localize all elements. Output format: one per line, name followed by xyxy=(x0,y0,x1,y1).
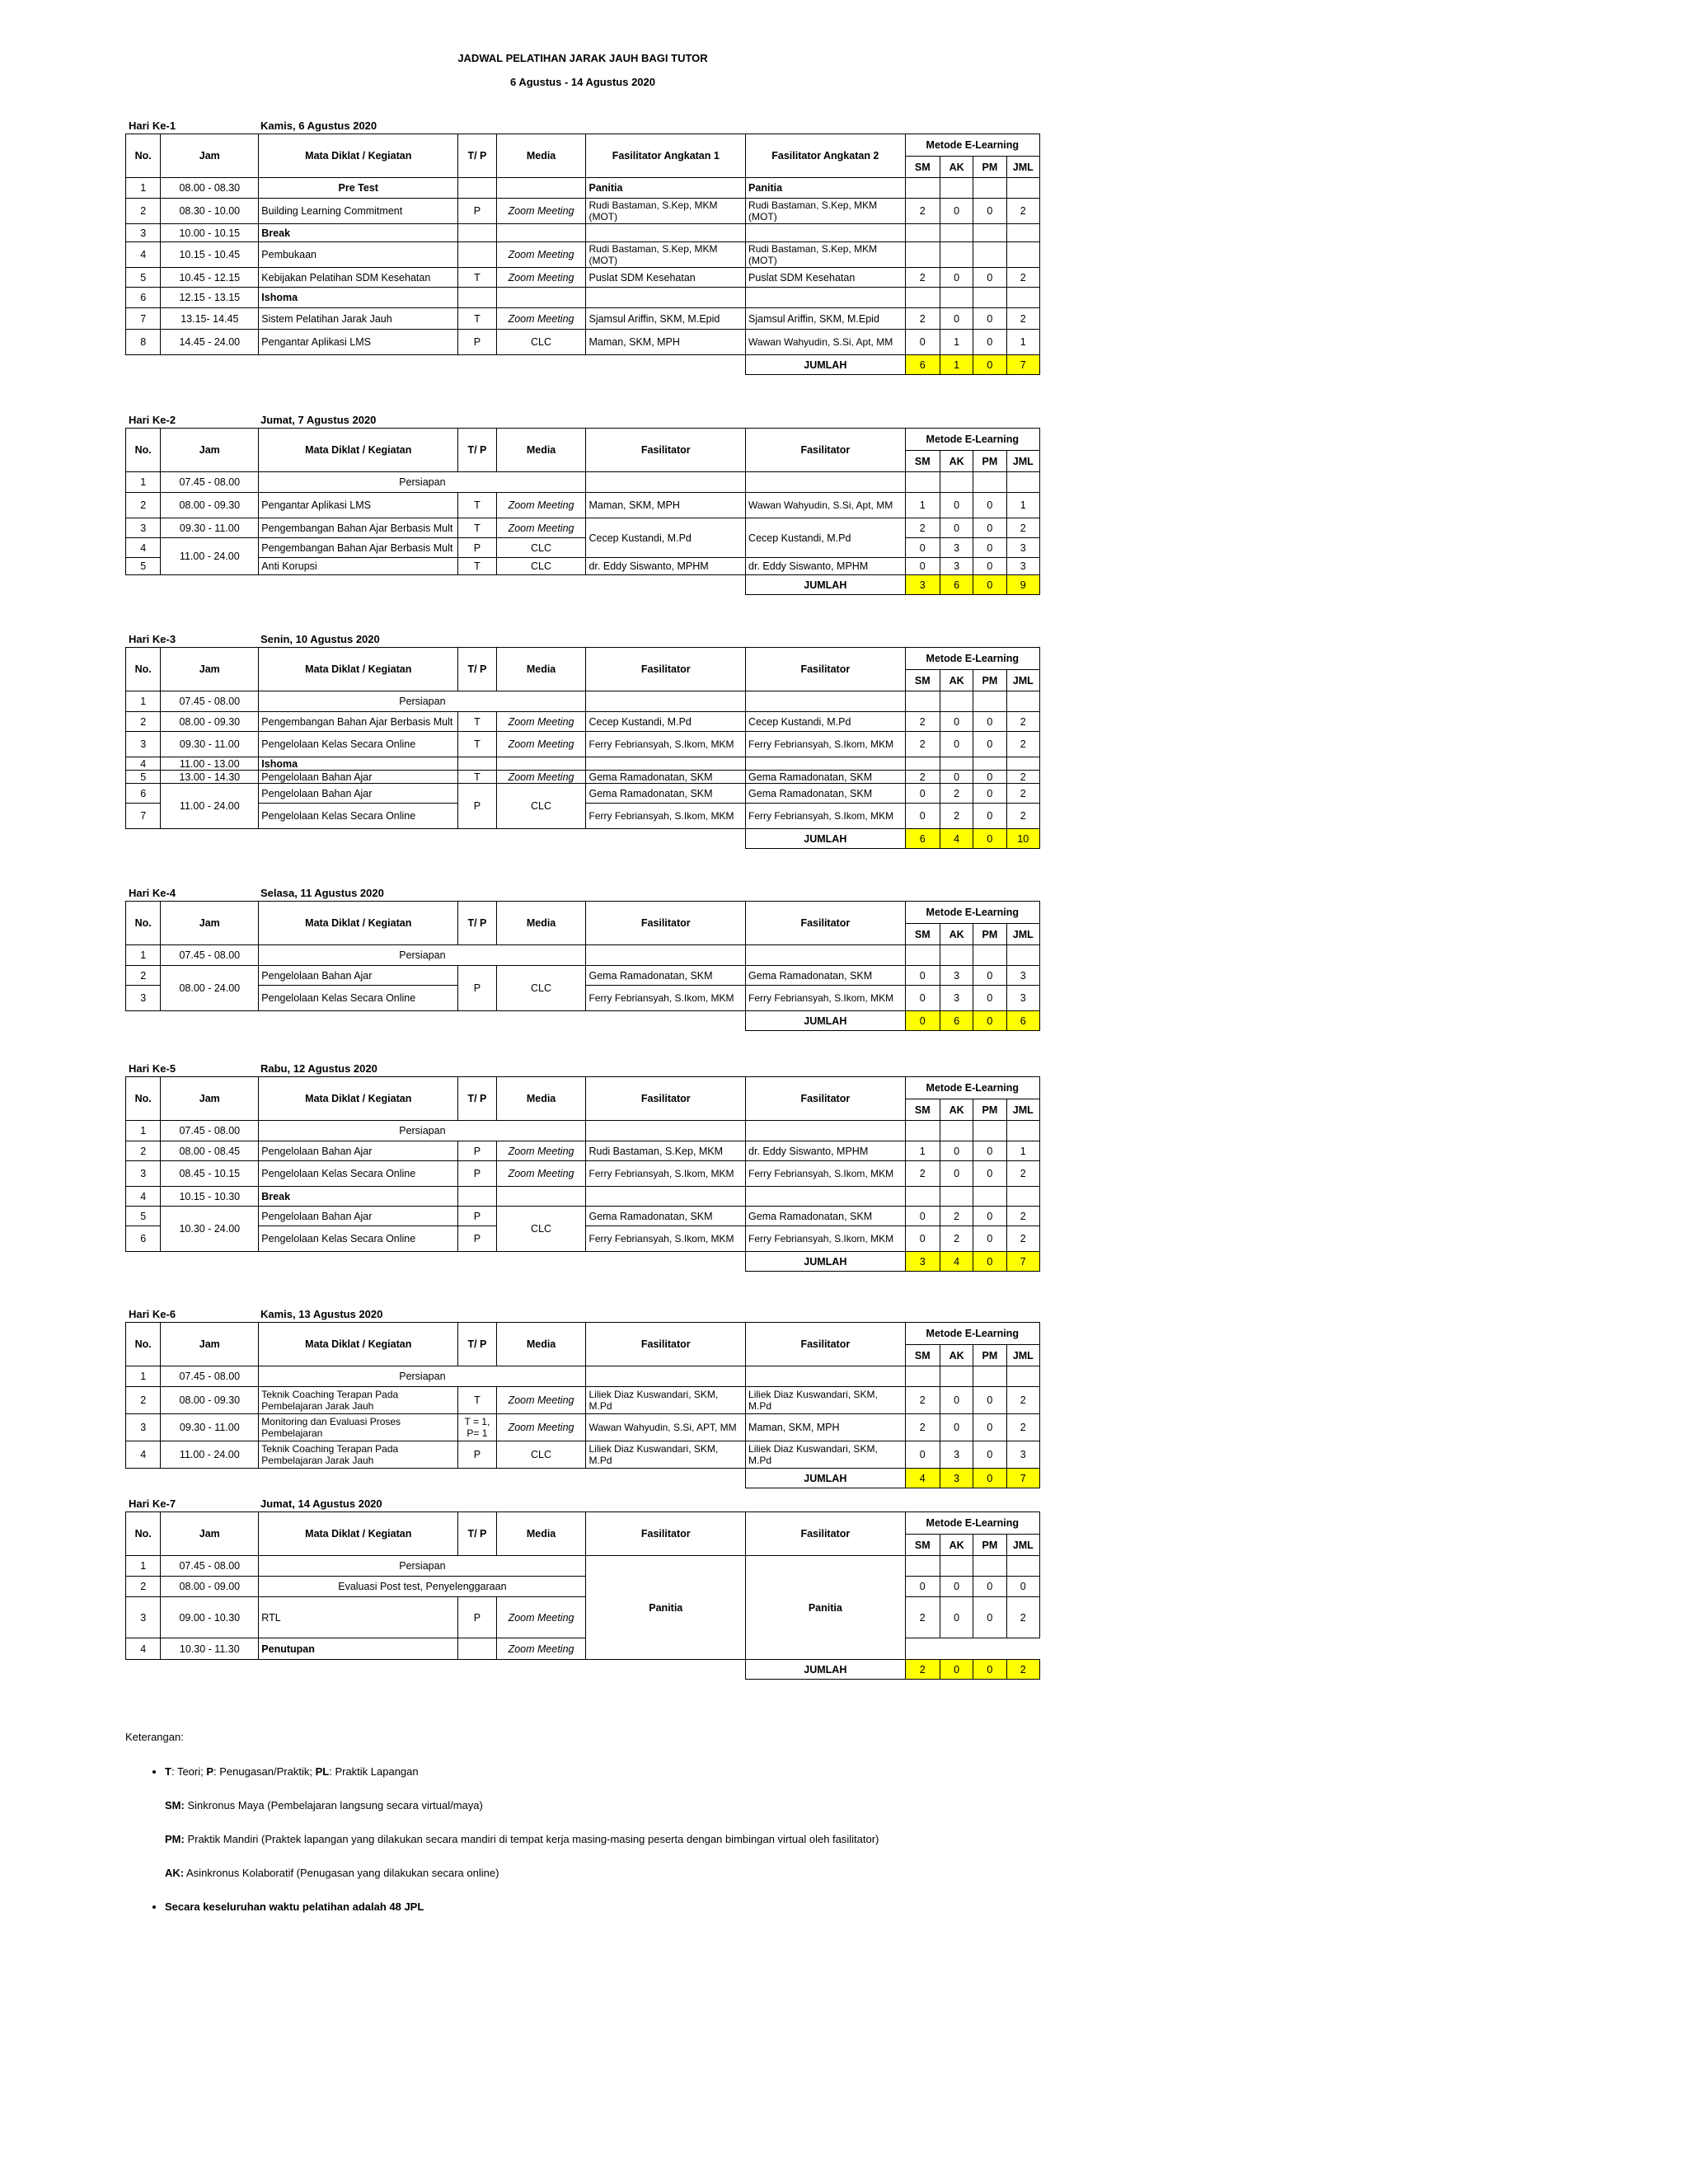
total-row: JUMLAH 3 4 0 7 xyxy=(126,1252,1040,1272)
document-title: JADWAL PELATIHAN JARAK JAUH BAGI TUTOR xyxy=(457,52,708,64)
day-date: Kamis, 6 Agustus 2020 xyxy=(260,119,377,132)
header-row: No. Jam Mata Diklat / Kegiatan T/ P Media Fasilitator Fasilitator Metode E-Learning xyxy=(126,1323,1040,1345)
header-row: No. Jam Mata Diklat / Kegiatan T/ P Media Fasilitator Fasilitator Metode E-Learning xyxy=(126,429,1040,451)
day-2-header xyxy=(125,411,1040,428)
col-fasilitator-2: Fasilitator Angkatan 2 xyxy=(746,134,906,178)
day-date: Senin, 10 Agustus 2020 xyxy=(260,632,380,645)
table-row: 1 07.45 - 08.00 Persiapan xyxy=(126,945,1040,966)
col-no: No. xyxy=(126,134,161,178)
subheader-row: SM AK PM JML xyxy=(126,924,1040,945)
header-row: No. Jam Mata Diklat / Kegiatan T/ P Media Fasilitator Fasilitator Metode E-Learning xyxy=(126,902,1040,924)
day-date: Rabu, 12 Agustus 2020 xyxy=(260,1062,377,1075)
day-1-block xyxy=(125,117,1040,375)
day-6-block xyxy=(125,1305,1040,1488)
day-date: Kamis, 13 Agustus 2020 xyxy=(260,1307,383,1320)
day-1-table xyxy=(125,134,1040,375)
total-row: JUMLAH 6 1 0 7 xyxy=(126,355,1040,375)
list-item: SM: Sinkronus Maya (Pembelajaran langsung secara virtual/maya) xyxy=(165,1799,483,1811)
schedule-document xyxy=(125,51,1040,89)
day-4-block xyxy=(125,884,1040,1031)
day-label: Hari Ke-6 xyxy=(129,1307,176,1320)
table-row: 6 11.00 - 24.00 Pengelolaan Bahan Ajar P CLC Gema Ramadonatan, SKM Gema Ramadonatan, SKM 0 2 0 2 xyxy=(126,784,1040,804)
table-row: 4 10.30 - 11.30 Penutupan Zoom Meeting xyxy=(126,1638,1040,1660)
table-row: 4 11.00 - 24.00 Teknik Coaching Terapan Pada Pembelajaran Jarak Jauh P CLC Liliek Diaz Kuswandari, SKM, M.Pd Liliek Diaz Kuswandari, SKM, M.Pd 0 3 0 3 xyxy=(126,1441,1040,1469)
table-row: 4 11.00 - 24.00 Pengembangan Bahan Ajar Berbasis Mult P CLC 0 3 0 3 xyxy=(126,538,1040,558)
total-row: JUMLAH 6 4 0 10 xyxy=(126,829,1040,849)
list-item: • Secara keseluruhan waktu pelatihan adalah 48 JPL xyxy=(165,1900,1197,1914)
header-row: No. Jam Mata Diklat / Kegiatan T/ P Media Fasilitator Fasilitator Metode E-Learning xyxy=(126,1512,1040,1535)
notes-section xyxy=(125,1731,1197,1933)
table-row: 3 09.30 - 11.00 Monitoring dan Evaluasi Proses Pembelajaran T = 1, P= 1 Zoom Meeting Wawan Wahyudin, S.Si, APT, MM Maman, SKM, MPH 2 0 0 2 xyxy=(126,1414,1040,1441)
table-row: 1 08.00 - 08.30 Pre Test Panitia Panitia xyxy=(126,178,1040,199)
total-row: JUMLAH 4 3 0 7 xyxy=(126,1469,1040,1488)
day-2-table xyxy=(125,428,1040,595)
day-6-table xyxy=(125,1322,1040,1488)
day-date: Selasa, 11 Agustus 2020 xyxy=(260,886,384,899)
table-row: 3 10.00 - 10.15 Break xyxy=(126,224,1040,242)
subheader-row: SM AK PM JML xyxy=(126,670,1040,691)
day-label: Hari Ke-7 xyxy=(129,1497,176,1510)
table-row: 2 08.00 - 09.00 Evaluasi Post test, Penyelenggaraan 0 0 0 0 xyxy=(126,1577,1040,1597)
total-row: JUMLAH 2 0 0 2 xyxy=(126,1660,1040,1680)
total-row: JUMLAH 0 6 0 6 xyxy=(126,1011,1040,1031)
day-1-header xyxy=(125,117,1040,134)
table-row: 3 09.00 - 10.30 RTL P Zoom Meeting 2 0 0 2 xyxy=(126,1597,1040,1638)
table-row: 2 08.00 - 08.45 Pengelolaan Bahan Ajar P Zoom Meeting Rudi Bastaman, S.Kep, MKM dr. Eddy Siswanto, MPHM 1 0 0 1 xyxy=(126,1141,1040,1161)
table-row: 4 10.15 - 10.45 Pembukaan Zoom Meeting Rudi Bastaman, S.Kep, MKM (MOT) Rudi Bastaman, S.Kep, MKM (MOT) xyxy=(126,242,1040,268)
day-3-header xyxy=(125,630,1040,647)
table-row: 1 07.45 - 08.00 Persiapan xyxy=(126,1366,1040,1387)
day-4-table xyxy=(125,901,1040,1031)
day-label: Hari Ke-4 xyxy=(129,886,176,899)
header-row: No. Jam Mata Diklat / Kegiatan T/ P Media Fasilitator Fasilitator Metode E-Learning xyxy=(126,1077,1040,1099)
table-row: 8 14.45 - 24.00 Pengantar Aplikasi LMS P CLC Maman, SKM, MPH Wawan Wahyudin, S.Si, Apt, MM 0 1 0 1 xyxy=(126,330,1040,355)
day-2-block xyxy=(125,411,1040,595)
header-row xyxy=(126,134,1040,157)
notes-title: Keterangan: xyxy=(125,1731,184,1743)
col-jml: JML xyxy=(1006,157,1039,178)
table-row: 7 Pengelolaan Kelas Secara Online Ferry Febriansyah, S.Ikom, MKM Ferry Febriansyah, S.Ikom, MKM 0 2 0 2 xyxy=(126,804,1040,829)
list-item: • T: Teori; P: Penugasan/Praktik; PL: Praktik Lapangan xyxy=(165,1765,1197,1779)
table-row: 4 11.00 - 13.00 Ishoma xyxy=(126,757,1040,771)
day-label: Hari Ke-2 xyxy=(129,413,176,426)
table-row: 5 10.30 - 24.00 Pengelolaan Bahan Ajar P CLC Gema Ramadonatan, SKM Gema Ramadonatan, SKM 0 2 0 2 xyxy=(126,1207,1040,1226)
col-pm: PM xyxy=(973,157,1006,178)
table-row: 3 09.30 - 11.00 Pengembangan Bahan Ajar Berbasis Mult T Zoom Meeting Cecep Kustandi, M.Pd Cecep Kustandi, M.Pd 2 0 0 2 xyxy=(126,518,1040,538)
day-label: Hari Ke-1 xyxy=(129,119,176,132)
table-row: 1 07.45 - 08.00 Persiapan xyxy=(126,472,1040,493)
table-row: 5 10.45 - 12.15 Kebijakan Pelatihan SDM Kesehatan T Zoom Meeting Puslat SDM Kesehatan Puslat SDM Kesehatan 2 0 0 2 xyxy=(126,268,1040,288)
col-mata-diklat: Mata Diklat / Kegiatan xyxy=(259,134,458,178)
list-item: AK: Asinkronus Kolaboratif (Penugasan yang dilakukan secara online) xyxy=(165,1867,499,1879)
table-row: 6 Pengelolaan Kelas Secara Online P Ferry Febriansyah, S.Ikom, MKM Ferry Febriansyah, S.Ikom, MKM 0 2 0 2 xyxy=(126,1226,1040,1252)
subheader-row: SM AK PM JML xyxy=(126,451,1040,472)
day-3-block xyxy=(125,630,1040,849)
table-row: 1 07.45 - 08.00 Persiapan xyxy=(126,691,1040,712)
day-5-header xyxy=(125,1060,1040,1076)
table-row: 6 12.15 - 13.15 Ishoma xyxy=(126,288,1040,308)
table-row: 2 08.00 - 09.30 Pengantar Aplikasi LMS T Zoom Meeting Maman, SKM, MPH Wawan Wahyudin, S.Si, Apt, MM 1 0 0 1 xyxy=(126,493,1040,518)
day-5-table xyxy=(125,1076,1040,1272)
day-6-header xyxy=(125,1305,1040,1322)
table-row: 2 08.30 - 10.00 Building Learning Commitment P Zoom Meeting Rudi Bastaman, S.Kep, MKM (MOT) Rudi Bastaman, S.Kep, MKM (MOT) 2 0 0 2 xyxy=(126,199,1040,224)
table-row: 4 10.15 - 10.30 Break xyxy=(126,1187,1040,1207)
table-row: 3 08.45 - 10.15 Pengelolaan Kelas Secara Online P Zoom Meeting Ferry Febriansyah, S.Ikom, MKM Ferry Febriansyah, S.Ikom, MKM 2 0 0 2 xyxy=(126,1161,1040,1187)
notes-list xyxy=(125,1765,1197,1914)
header-row: No. Jam Mata Diklat / Kegiatan T/ P Media Fasilitator Fasilitator Metode E-Learning xyxy=(126,648,1040,670)
table-row: 5 Anti Korupsi T CLC dr. Eddy Siswanto, MPHM dr. Eddy Siswanto, MPHM 0 3 0 3 xyxy=(126,558,1040,575)
col-jam: Jam xyxy=(161,134,259,178)
day-label: Hari Ke-3 xyxy=(129,632,176,645)
table-row: 3 09.30 - 11.00 Pengelolaan Kelas Secara Online T Zoom Meeting Ferry Febriansyah, S.Ikom, MKM Ferry Febriansyah, S.Ikom, MKM 2 0 0 2 xyxy=(126,732,1040,757)
day-7-header xyxy=(125,1495,1040,1511)
table-row: 3 Pengelolaan Kelas Secara Online Ferry Febriansyah, S.Ikom, MKM Ferry Febriansyah, S.Ikom, MKM 0 3 0 3 xyxy=(126,986,1040,1011)
list-item: PM: Praktik Mandiri (Praktek lapangan yang dilakukan secara mandiri di tempat kerja masing-masing peserta dengan bimbingan virtual oleh fasilitator) xyxy=(165,1833,879,1845)
day-7-block xyxy=(125,1495,1040,1680)
table-row: 5 13.00 - 14.30 Pengelolaan Bahan Ajar T Zoom Meeting Gema Ramadonatan, SKM Gema Ramadonatan, SKM 2 0 0 2 xyxy=(126,771,1040,784)
subheader-row: SM AK PM JML xyxy=(126,1535,1040,1556)
table-row: 2 08.00 - 09.30 Pengembangan Bahan Ajar Berbasis Mult T Zoom Meeting Cecep Kustandi, M.Pd Cecep Kustandi, M.Pd 2 0 0 2 xyxy=(126,712,1040,732)
document-subtitle: 6 Agustus - 14 Agustus 2020 xyxy=(509,76,656,88)
subheader-row: SM AK PM JML xyxy=(126,1099,1040,1121)
total-row: JUMLAH 3 6 0 9 xyxy=(126,575,1040,595)
day-date: Jumat, 14 Agustus 2020 xyxy=(260,1497,382,1510)
day-label: Hari Ke-5 xyxy=(129,1062,176,1075)
col-metode: Metode E-Learning xyxy=(905,134,1039,157)
day-5-block xyxy=(125,1060,1040,1272)
col-tp: T/ P xyxy=(458,134,496,178)
col-ak: AK xyxy=(940,157,973,178)
table-row: 2 08.00 - 24.00 Pengelolaan Bahan Ajar P CLC Gema Ramadonatan, SKM Gema Ramadonatan, SKM 0 3 0 3 xyxy=(126,966,1040,986)
day-4-header xyxy=(125,884,1040,901)
col-sm: SM xyxy=(905,157,940,178)
table-row: 7 13.15- 14.45 Sistem Pelatihan Jarak Jauh T Zoom Meeting Sjamsul Ariffin, SKM, M.Epid Sjamsul Ariffin, SKM, M.Epid 2 0 0 2 xyxy=(126,308,1040,330)
day-7-table xyxy=(125,1511,1040,1680)
col-fasilitator-1: Fasilitator Angkatan 1 xyxy=(586,134,746,178)
table-row: 1 07.45 - 08.00 Persiapan xyxy=(126,1121,1040,1141)
table-row: 1 07.45 - 08.00 Persiapan Panitia Panitia xyxy=(126,1556,1040,1577)
col-media: Media xyxy=(496,134,586,178)
subheader-row: SM AK PM JML xyxy=(126,1345,1040,1366)
day-date: Jumat, 7 Agustus 2020 xyxy=(260,413,377,426)
day-3-table xyxy=(125,647,1040,849)
table-row: 2 08.00 - 09.30 Teknik Coaching Terapan Pada Pembelajaran Jarak Jauh T Zoom Meeting Liliek Diaz Kuswandari, SKM, M.Pd Liliek Diaz Kuswandari, SKM, M.Pd 2 0 0 2 xyxy=(126,1387,1040,1414)
